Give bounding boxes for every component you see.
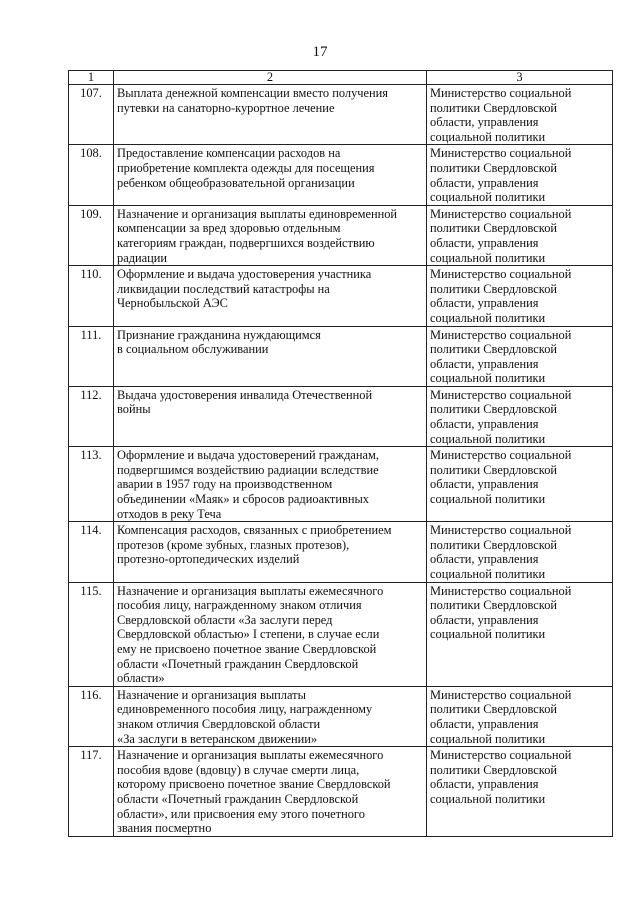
responsible-authority: Министерство социальной политики Свердловской области, управления социальной политики — [427, 522, 613, 582]
responsible-authority: Министерство социальной политики Свердловской области, управления социальной политики — [427, 686, 613, 746]
service-name: Назначение и организация выплаты ежемесячного пособия лицу, награжденному знаком отличия Свердловской области «За заслуги перед Свердловской областью» I степени, в случае если ему не присвоено почетное звание Свердловской области «Почетный гражданин Свердловской области» — [114, 582, 427, 686]
table-row — [69, 326, 613, 386]
table-header-row — [69, 71, 613, 85]
row-number: 116. — [69, 686, 114, 746]
table-row — [69, 747, 613, 837]
table-row — [69, 522, 613, 582]
row-number: 114. — [69, 522, 114, 582]
row-number: 113. — [69, 447, 114, 522]
responsible-authority: Министерство социальной политики Свердловской области, управления социальной политики — [427, 266, 613, 326]
table-row — [69, 145, 613, 205]
responsible-authority: Министерство социальной политики Свердловской области, управления социальной политики — [427, 447, 613, 522]
row-number: 111. — [69, 326, 114, 386]
table-row — [69, 447, 613, 522]
service-name: Оформление и выдача удостоверений гражданам, подвергшимся воздействию радиации вследствие аварии в 1957 году на производственном объединении «Маяк» и сбросов радиоактивных отходов в реку Теча — [114, 447, 427, 522]
row-number: 117. — [69, 747, 114, 837]
row-number: 115. — [69, 582, 114, 686]
responsible-authority: Министерство социальной политики Свердловской области, управления социальной политики — [427, 205, 613, 265]
responsible-authority: Министерство социальной политики Свердловской области, управления социальной политики — [427, 747, 613, 837]
table-row — [69, 686, 613, 746]
row-number: 110. — [69, 266, 114, 326]
service-name: Компенсация расходов, связанных с приобретением протезов (кроме зубных, глазных протезов), протезно-ортопедических изделий — [114, 522, 427, 582]
service-name: Признание гражданина нуждающимся в социальном обслуживании — [114, 326, 427, 386]
table-row — [69, 386, 613, 446]
service-name: Выдача удостоверения инвалида Отечественной войны — [114, 386, 427, 446]
row-number: 109. — [69, 205, 114, 265]
responsible-authority: Министерство социальной политики Свердловской области, управления социальной политики — [427, 326, 613, 386]
responsible-authority: Министерство социальной политики Свердловской области, управления социальной политики — [427, 85, 613, 145]
header-col-3: 3 — [427, 71, 613, 85]
service-name: Назначение и организация выплаты ежемесячного пособия вдове (вдовцу) в случае смерти лица, которому присвоено почетное звание Свердловской области «Почетный гражданин Свердловской области», или присвоения ему этого почетного звания посмертно — [114, 747, 427, 837]
service-name: Назначение и организация выплаты единовременного пособия лицу, награжденному знаком отличия Свердловской области «За заслуги в ветеранском движении» — [114, 686, 427, 746]
table-row — [69, 85, 613, 145]
row-number: 112. — [69, 386, 114, 446]
table-row — [69, 266, 613, 326]
responsible-authority: Министерство социальной политики Свердловской области, управления социальной политики — [427, 386, 613, 446]
table-row — [69, 582, 613, 686]
service-name: Оформление и выдача удостоверения участника ликвидации последствий катастрофы на Чернобыльской АЭС — [114, 266, 427, 326]
service-name: Выплата денежной компенсации вместо получения путевки на санаторно-курортное лечение — [114, 85, 427, 145]
responsible-authority: Министерство социальной политики Свердловской области, управления социальной политики — [427, 145, 613, 205]
page-number: 17 — [312, 44, 328, 60]
services-table — [68, 70, 613, 837]
table-row — [69, 205, 613, 265]
service-name: Предоставление компенсации расходов на приобретение комплекта одежды для посещения ребенком общеобразовательной организации — [114, 145, 427, 205]
row-number: 108. — [69, 145, 114, 205]
header-col-2: 2 — [114, 71, 427, 85]
service-name: Назначение и организация выплаты единовременной компенсации за вред здоровью отдельным категориям граждан, подвергшихся воздействию радиации — [114, 205, 427, 265]
responsible-authority: Министерство социальной политики Свердловской области, управления социальной политики — [427, 582, 613, 686]
row-number: 107. — [69, 85, 114, 145]
header-col-1: 1 — [69, 71, 114, 85]
